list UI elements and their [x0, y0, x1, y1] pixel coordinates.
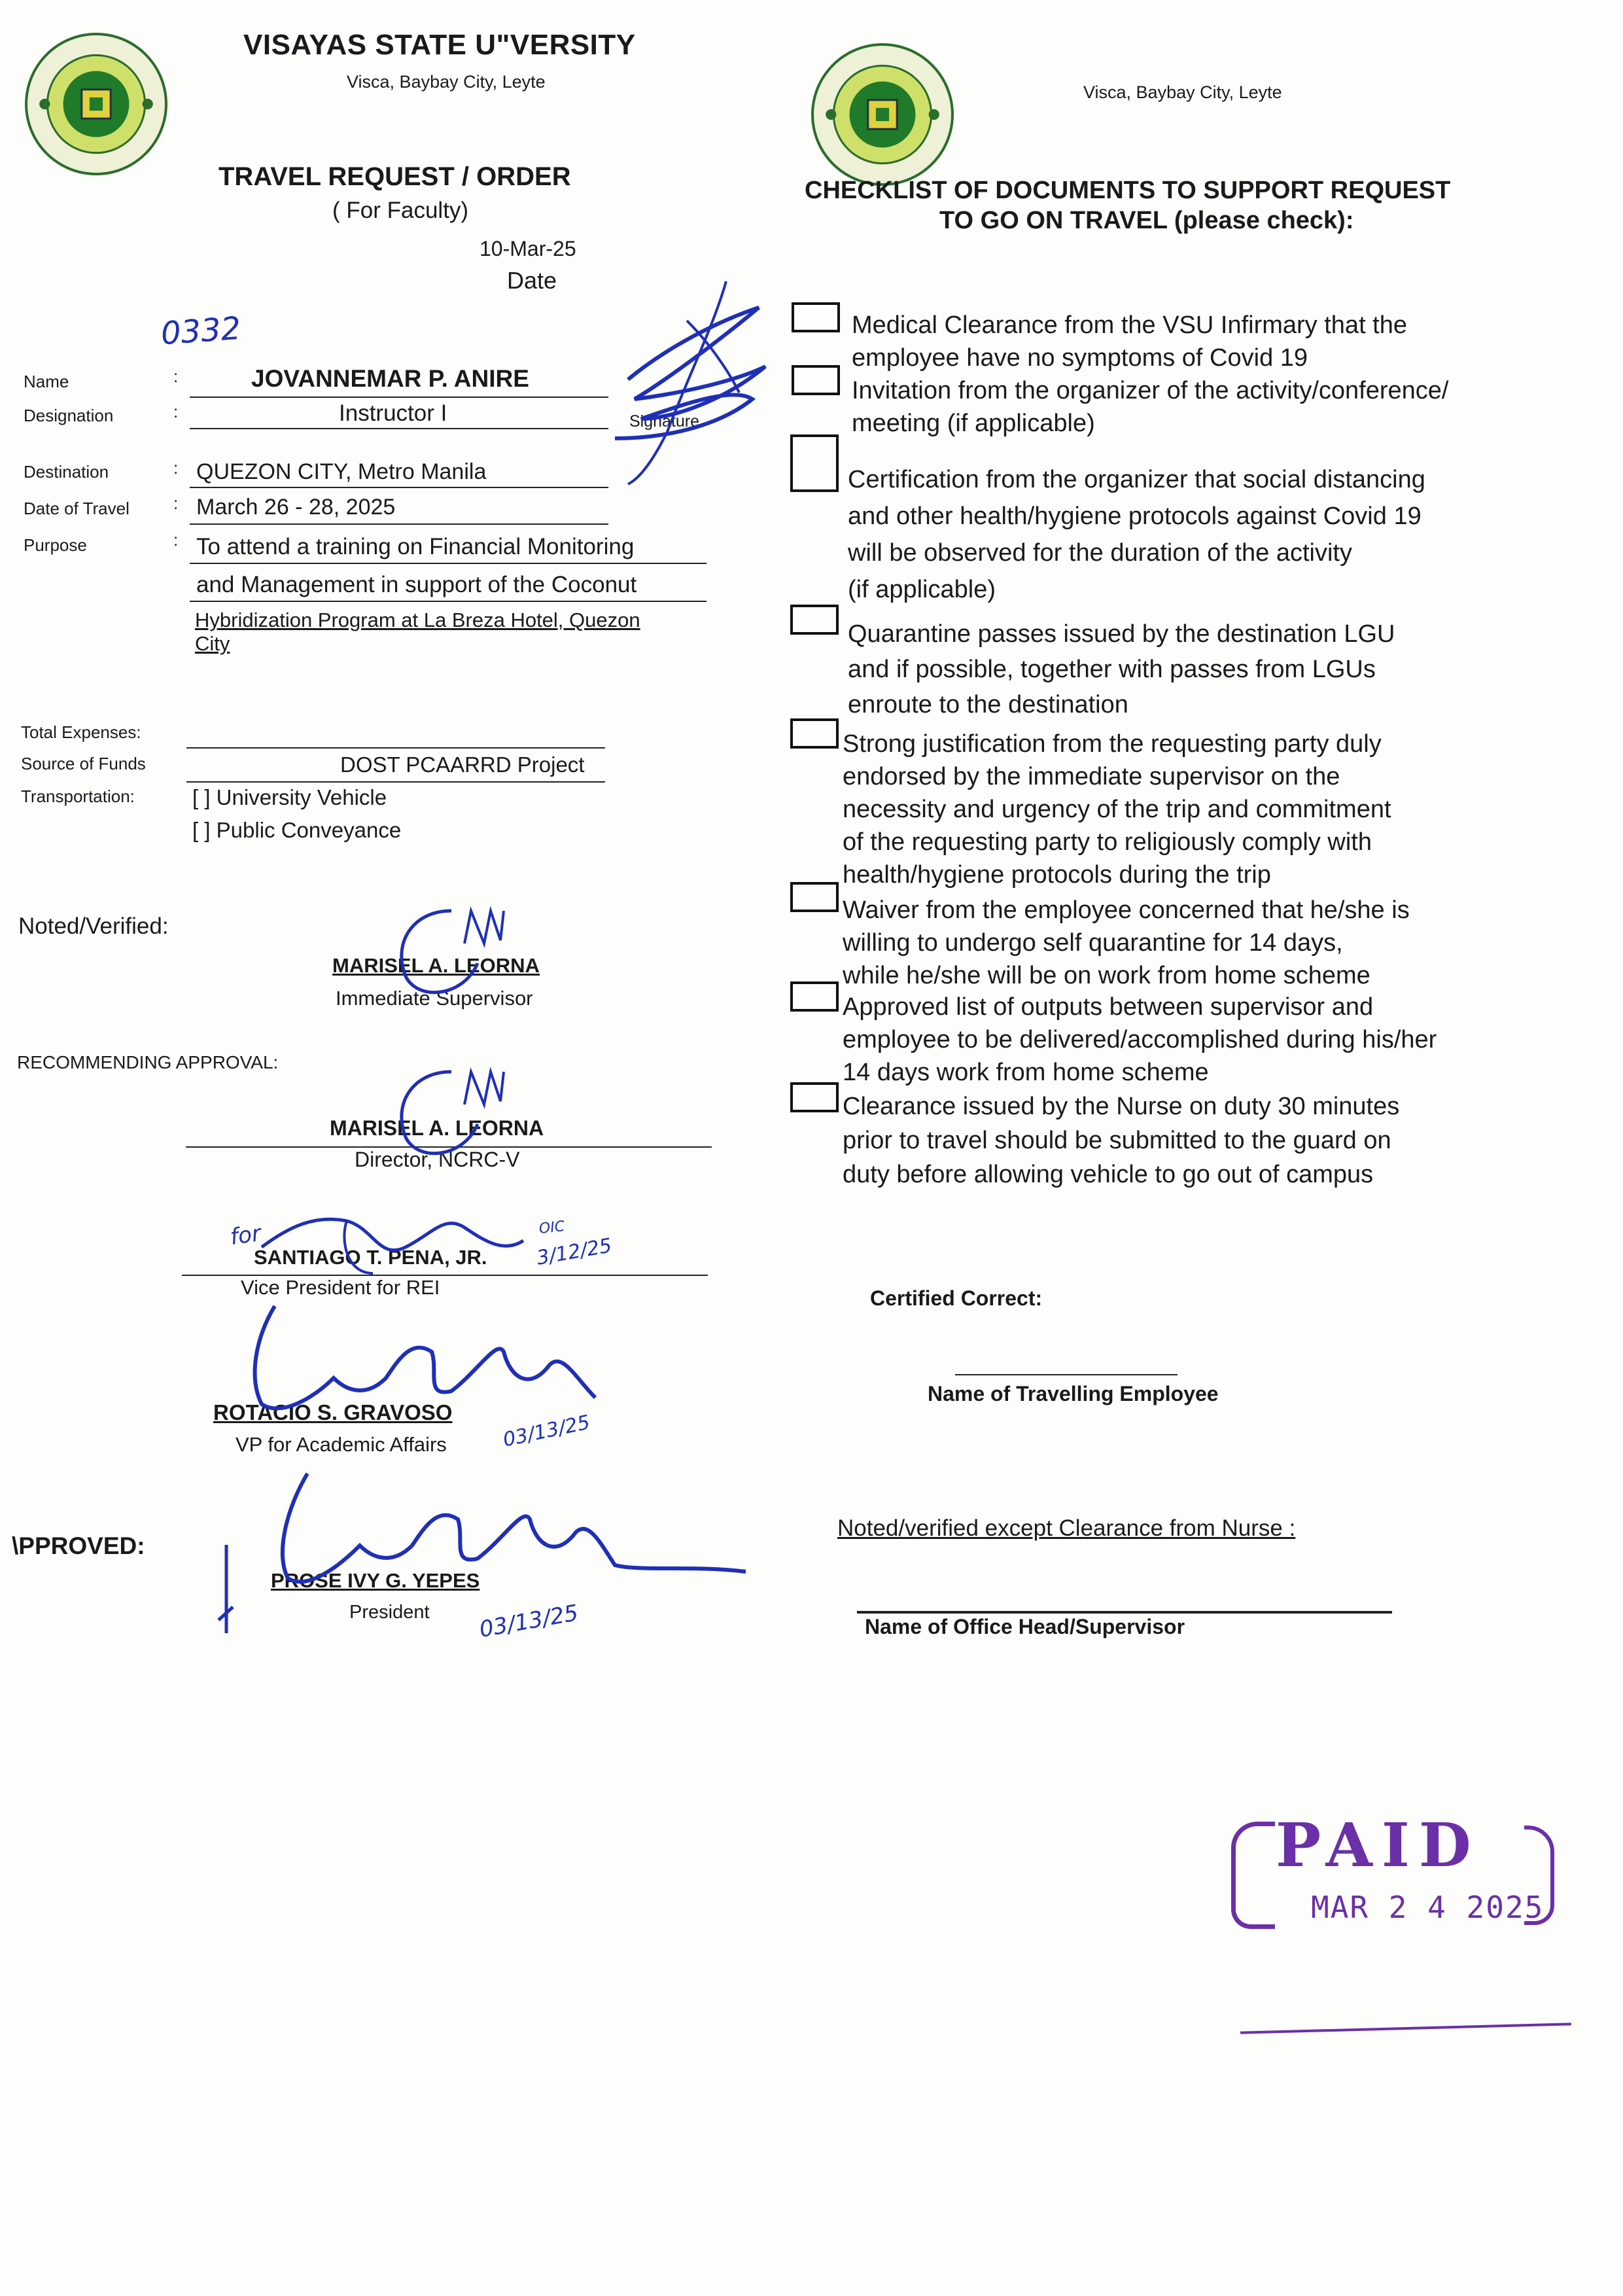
- recommending-signatory-2-title: Vice President for REI: [241, 1276, 440, 1299]
- recommending-2-signature: [249, 1201, 536, 1286]
- checklist-item-text: meeting (if applicable): [852, 410, 1095, 437]
- designation-underline: [190, 428, 608, 429]
- name-value: JOVANNEMAR P. ANIRE: [251, 365, 529, 392]
- checklist-checkbox[interactable]: [790, 981, 839, 1012]
- checklist-checkbox[interactable]: [790, 882, 839, 912]
- checklist-checkbox[interactable]: [792, 365, 840, 395]
- form-subtitle: ( For Faculty): [332, 198, 469, 223]
- checklist-item-text: endorsed by the immediate supervisor on the: [843, 763, 1340, 790]
- date-of-travel-label: Date of Travel: [24, 499, 130, 518]
- checklist-checkbox[interactable]: [792, 302, 840, 332]
- transport-option-public-conveyance[interactable]: [ ] Public Conveyance: [192, 818, 402, 842]
- source-of-funds-underline: [186, 781, 605, 783]
- transport-option-university-vehicle[interactable]: [ ] University Vehicle: [192, 785, 387, 809]
- checklist-item-text: necessity and urgency of the trip and commitment: [843, 796, 1391, 823]
- recommending-signatory-2-name: SANTIAGO T. PENA, JR.: [254, 1246, 487, 1269]
- source-of-funds-value: DOST PCAARRD Project: [340, 752, 585, 777]
- purpose-line-3: Hybridization Program at La Breza Hotel, Quezon: [195, 609, 640, 631]
- checklist-item-text: and if possible, together with passes from LGUs: [848, 656, 1376, 683]
- purpose-underline-2: [190, 601, 707, 602]
- recommending-signatory-1-title: Director, NCRC-V: [355, 1148, 520, 1171]
- checklist-item-text: 14 days work from home scheme: [843, 1059, 1209, 1086]
- purpose-label: Purpose: [24, 535, 87, 555]
- source-of-funds-label: Source of Funds: [21, 754, 146, 773]
- handwritten-approver-date: 03/13/25: [477, 1600, 581, 1643]
- noted-signatory-name: MARISEL A. LEORNA: [332, 954, 540, 977]
- colon: :: [173, 530, 179, 550]
- certified-correct-label: Certified Correct:: [870, 1286, 1043, 1310]
- purpose-underline-1: [190, 563, 707, 564]
- checklist-item-text: Clearance issued by the Nurse on duty 30 minutes: [843, 1093, 1400, 1120]
- checklist-item-text: employee to be delivered/accomplished during his/her: [843, 1026, 1437, 1053]
- stamp-date: MAR 2 4 2025: [1311, 1890, 1544, 1925]
- colon: :: [173, 402, 179, 421]
- checklist-title-line2: TO GO ON TRAVEL (please check):: [939, 207, 1354, 234]
- travelling-employee-label: Name of Travelling Employee: [928, 1382, 1219, 1405]
- handwritten-for-note: for: [228, 1220, 263, 1251]
- university-name: VISAYAS STATE U"VERSITY: [243, 29, 636, 61]
- checklist-item-text: (if applicable): [848, 576, 996, 603]
- transportation-label: Transportation:: [21, 786, 135, 806]
- checklist-item-text: enroute to the destination: [848, 691, 1128, 718]
- office-head-label: Name of Office Head/Supervisor: [865, 1615, 1185, 1638]
- travelling-employee-line[interactable]: [955, 1374, 1178, 1375]
- approver-name: PROSE IVY G. YEPES: [271, 1569, 480, 1592]
- destination-label: Destination: [24, 462, 109, 482]
- checklist-item-text: duty before allowing vehicle to go out of campus: [843, 1161, 1374, 1188]
- university-seal-right: [810, 42, 955, 187]
- signature-label: Signature: [629, 412, 700, 431]
- checklist-item-text: Medical Clearance from the VSU Infirmary that the: [852, 311, 1408, 339]
- destination-underline: [190, 487, 608, 488]
- checklist-item-text: employee have no symptoms of Covid 19: [852, 344, 1308, 372]
- designation-label: Designation: [24, 406, 114, 425]
- checklist-checkbox[interactable]: [790, 1082, 839, 1112]
- recommending-signatory-3-name: ROTACIO S. GRAVOSO: [213, 1400, 453, 1424]
- form-title: TRAVEL REQUEST / ORDER: [218, 162, 571, 191]
- checklist-item-text: Quarantine passes issued by the destination LGU: [848, 620, 1395, 648]
- stamp-left-bracket: [1231, 1822, 1275, 1929]
- total-expenses-underline: [186, 747, 605, 749]
- recommending-signatory-1-name: MARISEL A. LEORNA: [330, 1116, 544, 1140]
- checklist-item-text: Strong justification from the requesting party duly: [843, 730, 1382, 758]
- handwritten-rec2-date: 3/12/25: [534, 1234, 614, 1270]
- right-address: Visca, Baybay City, Leyte: [1083, 82, 1282, 102]
- noted-verified-nurse-label: Noted/verified except Clearance from Nurse :: [837, 1515, 1296, 1541]
- purpose-line-1: To attend a training on Financial Monitoring: [196, 534, 635, 559]
- handwritten-oic-note: OIC: [538, 1218, 566, 1237]
- ink-mark-left: [213, 1542, 239, 1640]
- handwritten-rec3-date: 03/13/25: [500, 1411, 592, 1452]
- colon: :: [173, 493, 179, 513]
- date-of-travel-value: March 26 - 28, 2025: [196, 495, 396, 520]
- checklist-item-text: while he/she will be on work from home scheme: [843, 962, 1370, 989]
- handwritten-control-number: 0332: [160, 309, 242, 353]
- checklist-item-text: Waiver from the employee concerned that he/she is: [843, 896, 1410, 924]
- date-label: Date: [507, 267, 557, 294]
- date-of-travel-underline: [190, 523, 608, 525]
- name-underline: [190, 397, 608, 398]
- employee-signature: [589, 268, 778, 491]
- checklist-item-text: Certification from the organizer that social distancing: [848, 466, 1425, 493]
- checklist-item-text: of the requesting party to religiously comply with: [843, 828, 1372, 856]
- name-label: Name: [24, 372, 69, 391]
- purpose-line-2: and Management in support of the Coconut: [196, 572, 637, 597]
- approver-title: President: [349, 1602, 430, 1623]
- checklist-item-text: health/hygiene protocols during the trip: [843, 861, 1271, 889]
- checklist-checkbox[interactable]: [790, 718, 839, 749]
- noted-verified-label: Noted/Verified:: [18, 913, 169, 939]
- checklist-item-text: prior to travel should be submitted to the guard on: [843, 1127, 1391, 1154]
- checklist-checkbox[interactable]: [790, 434, 839, 492]
- checklist-checkbox[interactable]: [790, 605, 839, 635]
- stamp-word: PAID: [1276, 1810, 1480, 1881]
- checklist-item-text: will be observed for the duration of the activity: [848, 539, 1352, 567]
- total-expenses-label: Total Expenses:: [21, 722, 141, 742]
- checklist-item-text: and other health/hygiene protocols against Covid 19: [848, 503, 1422, 530]
- checklist-item-text: Invitation from the organizer of the activity/conference/: [852, 377, 1449, 404]
- designation-value: Instructor I: [339, 400, 447, 426]
- university-address: Visca, Baybay City, Leyte: [347, 72, 546, 92]
- purpose-line-4: City: [195, 632, 230, 655]
- noted-signatory-title: Immediate Supervisor: [336, 987, 533, 1010]
- recommending-approval-label: RECOMMENDING APPROVAL:: [17, 1052, 279, 1072]
- paid-stamp: [1223, 1812, 1563, 1943]
- colon: :: [173, 458, 179, 478]
- university-seal-left: [24, 31, 169, 177]
- checklist-title: CHECKLIST OF DOCUMENTS TO SUPPORT REQUEST: [805, 177, 1451, 204]
- office-head-line[interactable]: [857, 1611, 1392, 1614]
- checklist-item-text: willing to undergo self quarantine for 14 days,: [843, 929, 1343, 957]
- approved-label: \PPROVED:: [12, 1532, 145, 1559]
- colon: :: [173, 366, 179, 386]
- checklist-item-text: Approved list of outputs between supervisor and: [843, 993, 1374, 1021]
- request-date: 10-Mar-25: [480, 237, 576, 260]
- destination-value: QUEZON CITY, Metro Manila: [196, 459, 487, 484]
- stamp-underline: [1240, 2022, 1571, 2034]
- recommending-signatory-3-title: VP for Academic Affairs: [236, 1433, 447, 1456]
